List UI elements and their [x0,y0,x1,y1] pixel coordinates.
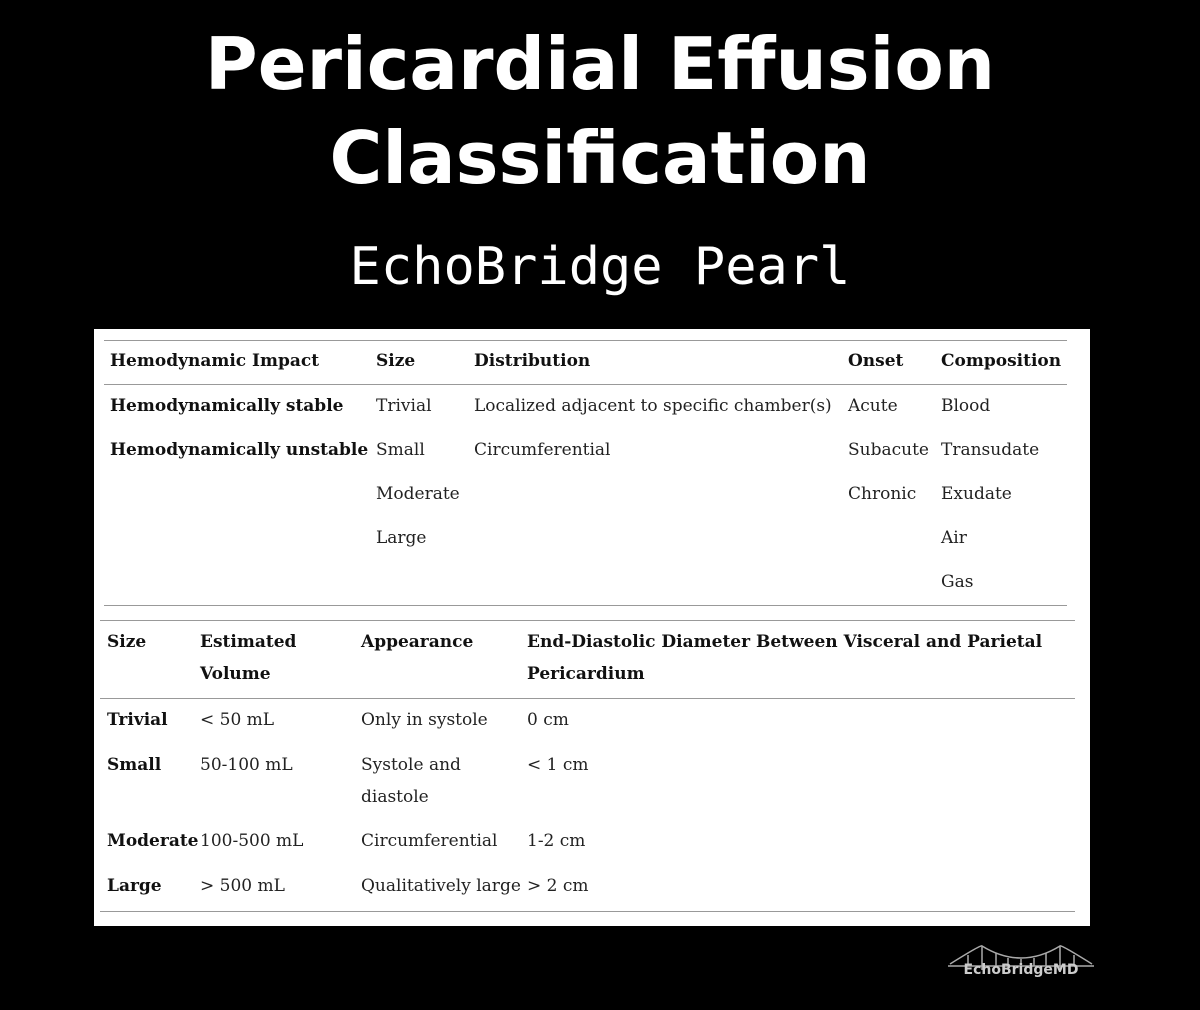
list-item: Chronic [848,484,917,504]
list-item: Hemodynamically unstable [110,440,369,460]
row-size-small: Small [107,755,162,775]
row-size-large: Large [107,876,162,896]
title-line-2: Classification [329,116,871,200]
title-line-1: Pericardial Effusion [204,22,996,106]
row-appearance: Systole and [361,755,461,775]
header-size: Size [376,351,416,371]
subtitle: EchoBridge Pearl [349,237,851,297]
list-item: Subacute [848,440,929,460]
row-appearance-line2: diastole [361,787,429,807]
header-size: Size [107,632,147,652]
row-volume: 100-500 mL [200,831,304,851]
row-appearance: Qualitatively large [361,876,521,896]
list-item: Moderate [376,484,460,504]
list-item: Air [941,528,967,548]
bridge-icon [948,930,1094,990]
row-diameter: 1-2 cm [527,831,586,851]
classification-panel [94,329,1090,926]
header-end-diastolic-diameter: End-Diastolic Diameter Between Visceral and Parietal [527,632,1043,652]
row-size-moderate: Moderate [107,831,199,851]
header-estimated-volume-line2: Volume [200,664,271,684]
row-volume: 50-100 mL [200,755,293,775]
table1-top-rule [104,340,1067,341]
row-diameter: 0 cm [527,710,569,730]
table2-bottom-rule [100,911,1075,912]
list-item: Transudate [941,440,1040,460]
row-appearance: Circumferential [361,831,498,851]
row-volume: > 500 mL [200,876,285,896]
list-item: Hemodynamically stable [110,396,344,416]
logo-text: EchoBridgeMD [963,962,1079,978]
list-item: Gas [941,572,974,592]
header-composition: Composition [941,351,1062,371]
row-diameter: < 1 cm [527,755,589,775]
header-end-diastolic-diameter-line2: Pericardium [527,664,645,684]
header-distribution: Distribution [474,351,591,371]
list-item: Blood [941,396,991,416]
list-item: Trivial [376,396,432,416]
list-item: Large [376,528,427,548]
row-size-trivial: Trivial [107,710,168,730]
list-item: Localized adjacent to specific chamber(s) [474,396,832,416]
list-item: Circumferential [474,440,611,460]
list-item: Acute [848,396,898,416]
header-onset: Onset [848,351,904,371]
row-diameter: > 2 cm [527,876,589,896]
table2-top-rule [100,620,1075,621]
table2-header-rule [100,698,1075,699]
header-appearance: Appearance [361,632,474,652]
list-item: Small [376,440,425,460]
row-appearance: Only in systole [361,710,488,730]
row-volume: < 50 mL [200,710,275,730]
table1-header-rule [104,384,1067,385]
table1-bottom-rule [104,605,1067,606]
list-item: Exudate [941,484,1012,504]
header-hemodynamic-impact: Hemodynamic Impact [110,351,320,371]
header-estimated-volume: Estimated [200,632,297,652]
